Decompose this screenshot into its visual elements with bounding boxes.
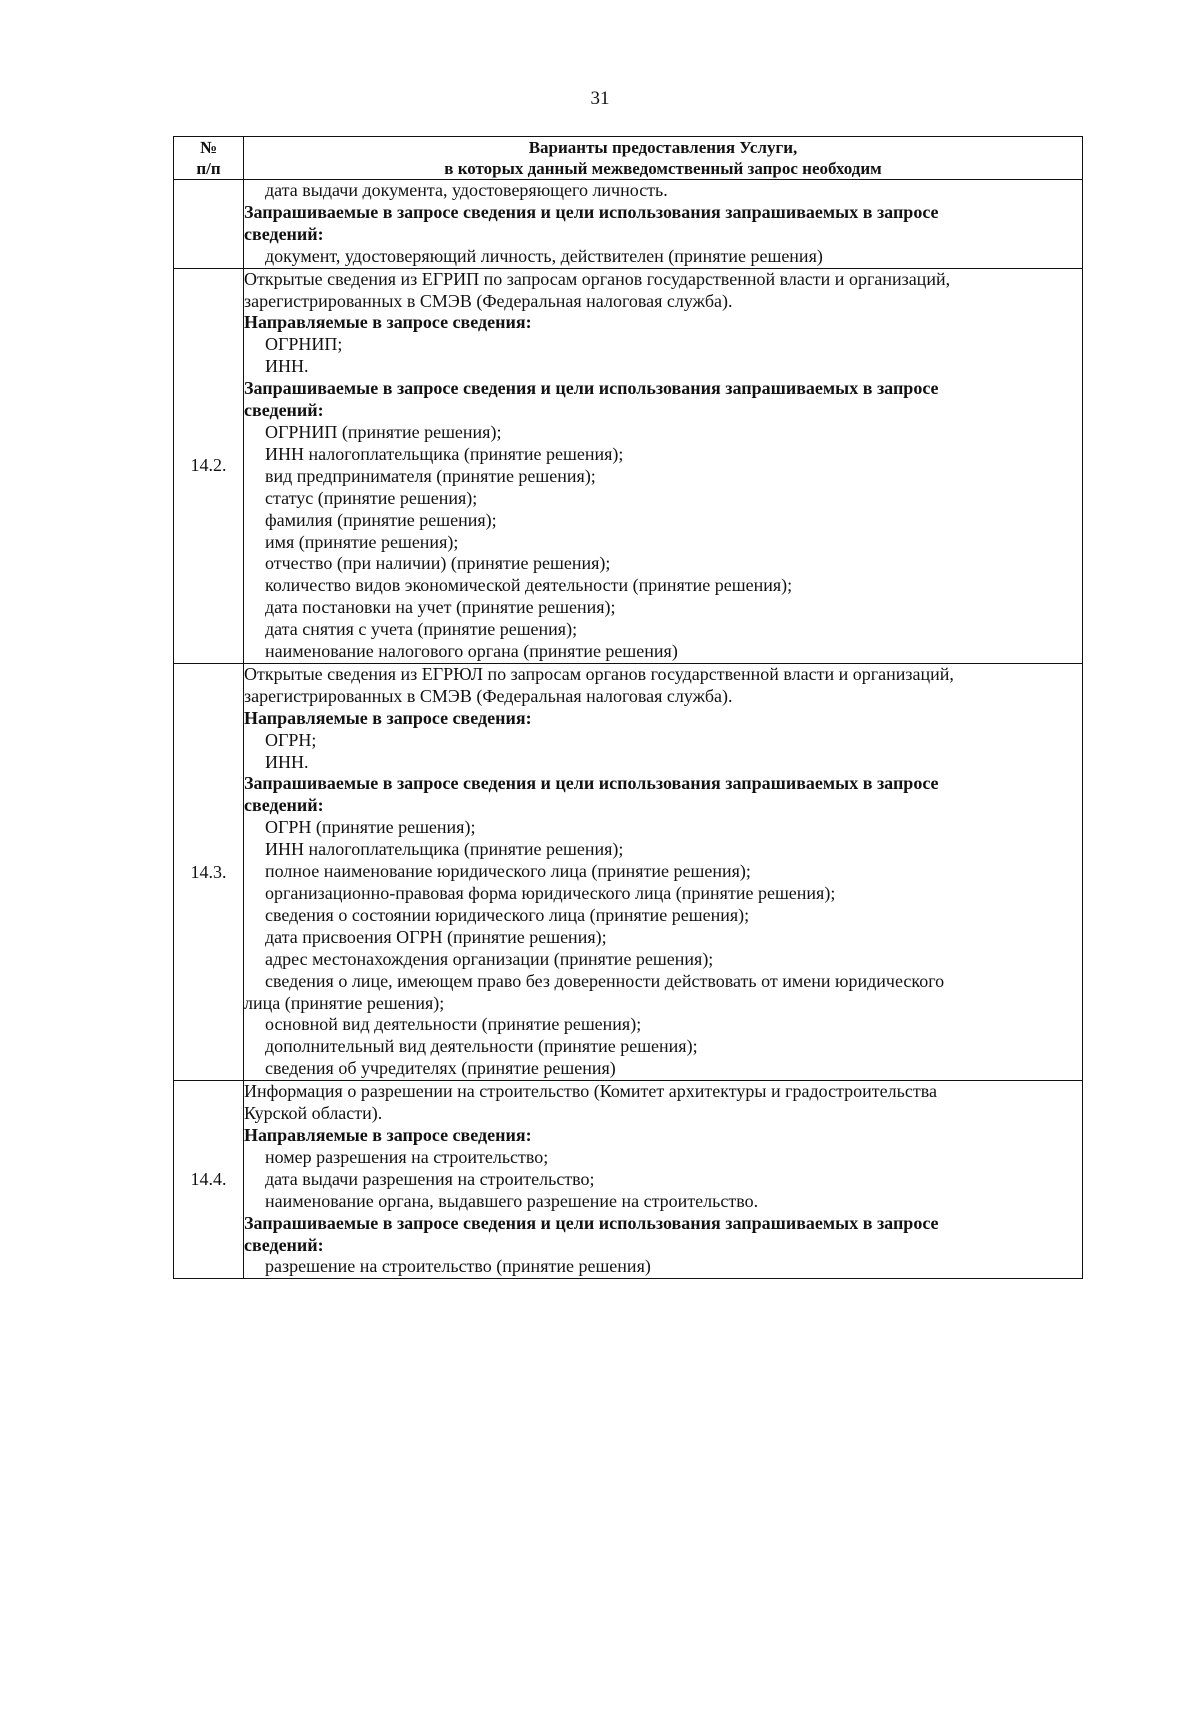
content-line: организационно-правовая форма юридического лица (принятие решения);: [265, 883, 836, 903]
content-line: фамилия (принятие решения);: [265, 509, 497, 530]
section-heading: сведений:: [244, 400, 324, 421]
content-line: сведения об учредителях (принятие решения): [265, 1058, 616, 1079]
content-line: ИНН налогоплательщика (принятие решения);: [265, 443, 624, 464]
row-content: [244, 268, 1083, 663]
content-line: отчество (при наличии) (принятие решения);: [265, 553, 611, 574]
content-line: дата выдачи документа, удостоверяющего личность.: [265, 180, 668, 200]
section-heading: Направляемые в запросе сведения:: [244, 707, 532, 728]
content-line: статус (принятие решения);: [265, 487, 478, 508]
content-line: дата снятия с учета (принятие решения);: [265, 619, 578, 640]
content-line: адрес местонахождения организации (принятие решения);: [265, 948, 714, 969]
content-line: Информация о разрешении на строительство (Комитет архитектуры и градостроительства: [244, 1081, 937, 1102]
content-line: количество видов экономической деятельности (принятие решения);: [265, 575, 793, 596]
section-heading: Запрашиваемые в запросе сведения и цели использования запрашиваемых в запросе: [244, 773, 939, 794]
content-line: зарегистрированных в СМЭВ (Федеральная налоговая служба).: [244, 290, 733, 311]
section-heading: Направляемые в запросе сведения:: [244, 312, 532, 333]
content-line: сведения о состоянии юридического лица (принятие решения);: [265, 904, 750, 925]
row-content: [244, 663, 1083, 1080]
table-header-row: [174, 137, 1083, 180]
content-line: имя (принятие решения);: [265, 531, 459, 552]
content-line: дополнительный вид деятельности (принятие решения);: [265, 1036, 698, 1057]
section-heading: сведений:: [244, 795, 324, 816]
content-line: Курской области).: [244, 1103, 383, 1124]
section-heading: Запрашиваемые в запросе сведения и цели использования запрашиваемых в запросе: [244, 201, 939, 222]
content-line: зарегистрированных в СМЭВ (Федеральная налоговая служба).: [244, 685, 733, 706]
row-number: 14.2.: [174, 268, 244, 663]
header-number: [174, 137, 244, 180]
content-line: наименование органа, выдавшего разрешение на строительство.: [265, 1190, 759, 1211]
content-line: ИНН.: [265, 356, 309, 377]
content-line: ОГРН;: [265, 729, 317, 750]
section-heading: Запрашиваемые в запросе сведения и цели использования запрашиваемых в запросе: [244, 1212, 939, 1233]
table-body: [174, 180, 1083, 1279]
content-line: наименование налогового органа (принятие решения): [265, 641, 678, 662]
section-heading: Запрашиваемые в запросе сведения и цели использования запрашиваемых в запросе: [244, 378, 939, 399]
content-line: дата постановки на учет (принятие решения);: [265, 597, 616, 618]
content-line: вид предпринимателя (принятие решения);: [265, 465, 596, 486]
content-line: ОГРН (принятие решения);: [265, 817, 476, 838]
content-line: Открытые сведения из ЕГРЮЛ по запросам органов государственной власти и организаций,: [244, 663, 954, 684]
content-line: полное наименование юридического лица (принятие решения);: [265, 861, 751, 882]
content-line: Открытые сведения из ЕГРИП по запросам органов государственной власти и организаций,: [244, 268, 951, 289]
section-heading: Направляемые в запросе сведения:: [244, 1124, 532, 1145]
table-row: [174, 268, 1083, 663]
row-content: [244, 180, 1083, 269]
content-line: документ, удостоверяющий личность, действителен (принятие решения): [265, 245, 823, 266]
content-line: ОГРНИП;: [265, 334, 343, 355]
table-row: [174, 180, 1083, 269]
content-line: дата выдачи разрешения на строительство;: [265, 1168, 595, 1189]
content-line: дата присвоения ОГРН (принятие решения);: [265, 926, 607, 947]
content-line: ИНН налогоплательщика (принятие решения);: [265, 839, 624, 860]
row-number: 14.4.: [174, 1081, 244, 1279]
section-heading: сведений:: [244, 223, 324, 244]
content-line: номер разрешения на строительство;: [265, 1146, 549, 1167]
page-number: 31: [590, 88, 610, 109]
content-line: основной вид деятельности (принятие решения);: [265, 1014, 642, 1035]
content-line: сведения о лице, имеющем право без доверенности действовать от имени юридического: [265, 970, 945, 991]
table-row: [174, 1081, 1083, 1279]
content-line: ИНН.: [265, 751, 309, 772]
row-content: [244, 1081, 1083, 1279]
row-number: 14.3.: [174, 663, 244, 1080]
table-row: [174, 663, 1083, 1080]
header-variants: [244, 137, 1083, 180]
header-number-line-1: №: [199, 138, 218, 157]
content-line: разрешение на строительство (принятие решения): [265, 1256, 651, 1277]
header-variants-line-1: Варианты предоставления Услуги,: [528, 138, 798, 157]
content-line: ОГРНИП (принятие решения);: [265, 421, 502, 442]
header-number-line-2: п/п: [196, 159, 221, 178]
requests-table: [173, 136, 1083, 1279]
row-number: [174, 180, 244, 269]
header-variants-line-2: в которых данный межведомственный запрос необходим: [444, 159, 882, 178]
section-heading: сведений:: [244, 1234, 324, 1255]
content-line: лица (принятие решения);: [244, 992, 445, 1013]
